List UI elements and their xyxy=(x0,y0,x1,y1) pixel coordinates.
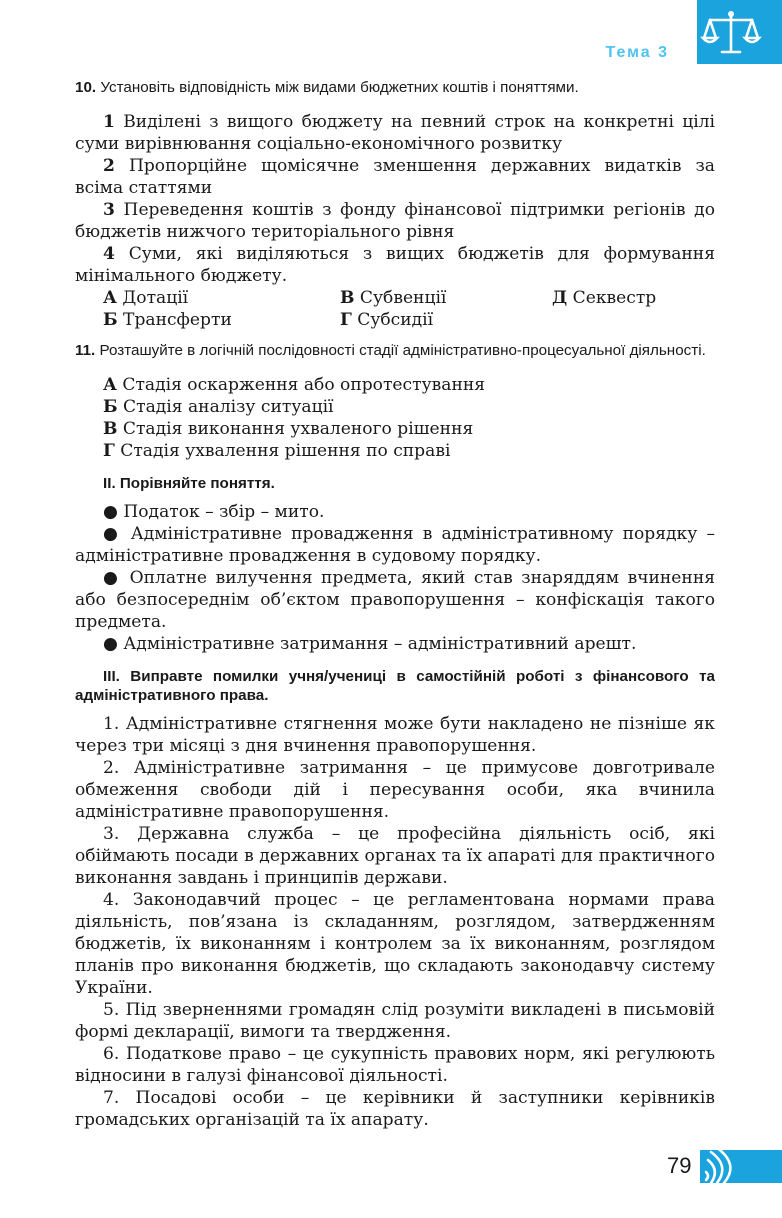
sec3-item: 1. Адміністративне стягнення може бути накладено не пізніше як через три місяці з дня вчинення правопорушення. xyxy=(75,714,715,756)
page-number: 79 xyxy=(667,1153,692,1178)
q11-item: В Стадія виконання ухваленого рішення xyxy=(103,419,474,439)
sec2-bullet: ● Податок – збір – мито. xyxy=(103,502,325,522)
option: В Субвенції xyxy=(340,288,447,308)
option: Б Трансферти xyxy=(103,310,232,330)
page-content xyxy=(75,78,715,1131)
option: Г Субсидії xyxy=(340,310,434,330)
sec3-item: 4. Законодавчий процес – це регламентована нормами права діяльність, пов’язана із складанням, розглядом, затвердженням бюджетів, їх виконанням і контролем за їх виконанням, розглядом планів про виконання бюджетів, що складають законодавчу систему України. xyxy=(75,890,715,998)
option: Д Секвестр xyxy=(552,288,657,308)
q10-item: 4 Суми, які виділяються з вищих бюджетів для формування мінімального бюджету. xyxy=(75,244,715,286)
sec3-item: 6. Податкове право – це сукупність правових норм, які регулюють відносини в галузі фінансової діяльності. xyxy=(75,1044,715,1086)
q11-item: Б Стадія аналізу ситуації xyxy=(103,397,334,417)
q11-item: Г Стадія ухвалення рішення по справі xyxy=(103,441,451,461)
sec2-bullet: ● Адміністративне провадження в адміністративному порядку – адміністративне провадження в судовому порядку. xyxy=(75,524,715,566)
sec2-bullet: ● Адміністративне затримання – адміністративний арешт. xyxy=(103,634,637,654)
q10-options xyxy=(75,287,715,331)
question-11-prompt: 11. Розташуйте в логічній послідовності стадії адміністративно-процесуальної діяльності. xyxy=(75,342,706,359)
waves-icon xyxy=(702,1150,742,1183)
sec3-item: 5. Під зверненнями громадян слід розуміти викладені в письмовій формі декларації, вимоги та твердження. xyxy=(75,1000,715,1042)
theme-label: Тема 3 xyxy=(605,44,669,61)
question-10-prompt: 10. Установіть відповідність між видами бюджетних коштів і поняттями. xyxy=(75,79,579,96)
q10-item: 2 Пропорційне щомісячне зменшення державних видатків за всіма статтями xyxy=(75,156,715,198)
sec3-item: 7. Посадові особи – це керівники й заступники керівників громадських організацій та їх апарату. xyxy=(75,1088,715,1130)
sec3-item: 3. Державна служба – це професійна діяльність осіб, які обіймають посади в державних органах та їх апараті для практичного виконання завдань і принципів держави. xyxy=(75,824,715,888)
q11-item: А Стадія оскарження або опротестування xyxy=(103,375,486,395)
option: А Дотації xyxy=(103,288,189,308)
section-3-title: ІІІ. Виправте помилки учня/учениці в самостійній роботі з фінансового та адміністративного права. xyxy=(75,668,715,704)
q10-item: 1 Виділені з вищого бюджету на певний строк на конкретні цілі суми вирівнювання соціально-економічного розвитку xyxy=(75,112,716,154)
sec3-item: 2. Адміністративне затримання – це примусове довготривале обмеження свободи дій і пересування особи, яка вчинила адміністративне правопорушення. xyxy=(75,758,715,822)
q10-item: 3 Переведення коштів з фонду фінансової підтримки регіонів до бюджетів нижчого територіального рівня xyxy=(75,200,715,242)
sec2-bullet: ● Оплатне вилучення предмета, який став знаряддям вчинення або безпосереднім об’єктом правопорушення – конфіскація такого предмета. xyxy=(75,568,715,632)
scales-icon xyxy=(700,8,762,60)
section-2-title: ІІ. Порівняйте поняття. xyxy=(103,475,275,492)
